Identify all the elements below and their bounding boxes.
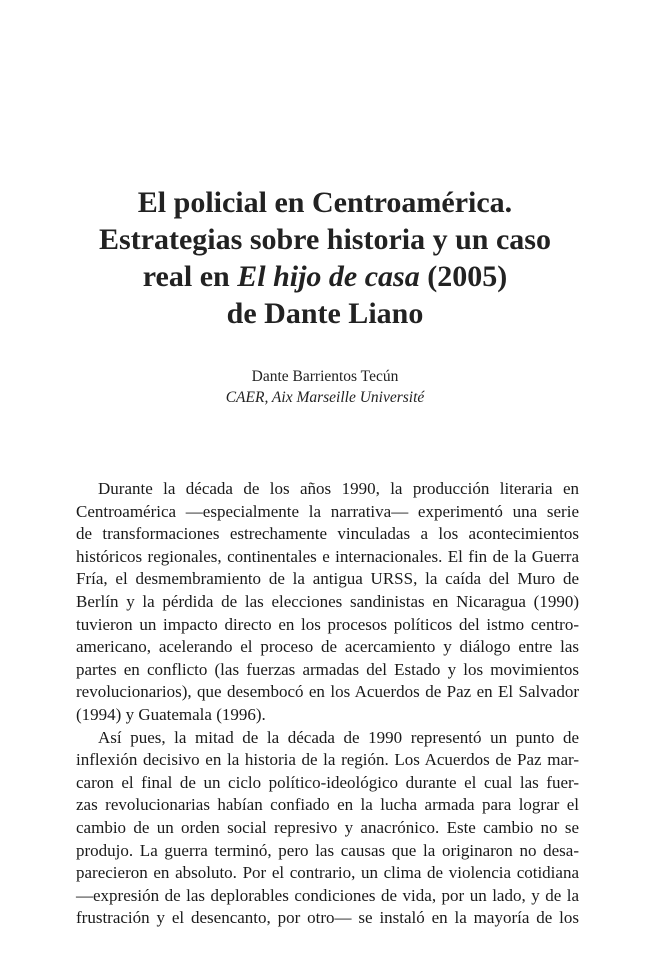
text-line: caron el final de un ciclo político-ideológico durante el cual las fuer- [76,772,579,792]
book-title: El hijo de casa [237,260,420,293]
title-line-3 [60,258,590,295]
author-affiliation: CAER, Aix Marseille Université [225,389,425,406]
text-line: americano, acelerando el proceso de acercamiento y diálogo entre las [76,637,579,657]
article-title [60,184,590,332]
text-line: históricos regionales, continentales e internacionales. El fin de la Guerra [76,546,579,566]
article-body [76,478,579,930]
text-line: —expresión de las deplorables condiciones de vida, por un lado, y de la [76,885,579,905]
text-line: Berlín y la pérdida de las elecciones sandinistas en Nicaragua (1990) [76,591,579,611]
author-name: Dante Barrientos Tecún [251,368,399,385]
text-line: de transformaciones estrechamente vinculadas a los acontecimientos [76,524,579,544]
title-line-3-prefix: real en [142,260,230,293]
paragraph-1 [76,478,579,727]
text-line: tuvieron un impacto directo en los procesos políticos del istmo centro- [76,614,579,634]
title-line-2: Estrategias sobre historia y un caso [99,223,551,256]
text-line: Centroamérica —especialmente la narrativa— experimentó una serie [76,501,579,521]
paragraph-2 [76,727,579,930]
text-line: revolucionarios), que desembocó en los Acuerdos de Paz en El Salvador [76,682,579,702]
text-line: zas revolucionarias habían confiado en la lucha armada para lograr el [76,795,579,815]
text-line: frustración y el desencanto, por otro— se instaló en la mayoría de los [76,908,579,928]
title-line-4: de Dante Liano [226,297,424,330]
text-line: (1994) y Guatemala (1996). [76,704,266,724]
text-line: parecieron en absoluto. Por el contrario, un clima de violencia cotidiana [76,863,579,883]
text-line: Fría, el desmembramiento de la antigua URSS, la caída del Muro de [76,569,579,589]
text-line: Así pues, la mitad de la década de 1990 representó un punto de [98,727,579,747]
text-line: produjo. La guerra terminó, pero las causas que la originaron no desa- [76,840,579,860]
text-line: inflexión decisivo en la historia de la región. Los Acuerdos de Paz mar- [76,750,579,770]
title-year: (2005) [427,260,508,293]
title-line-1: El policial en Centroamérica. [137,186,513,219]
text-line: Durante la década de los años 1990, la producción literaria en [98,479,579,498]
text-line: partes en conflicto (las fuerzas armadas del Estado y los movimientos [76,659,579,679]
text-line: cambio de un orden social represivo y anacrónico. Este cambio no se [76,817,579,837]
